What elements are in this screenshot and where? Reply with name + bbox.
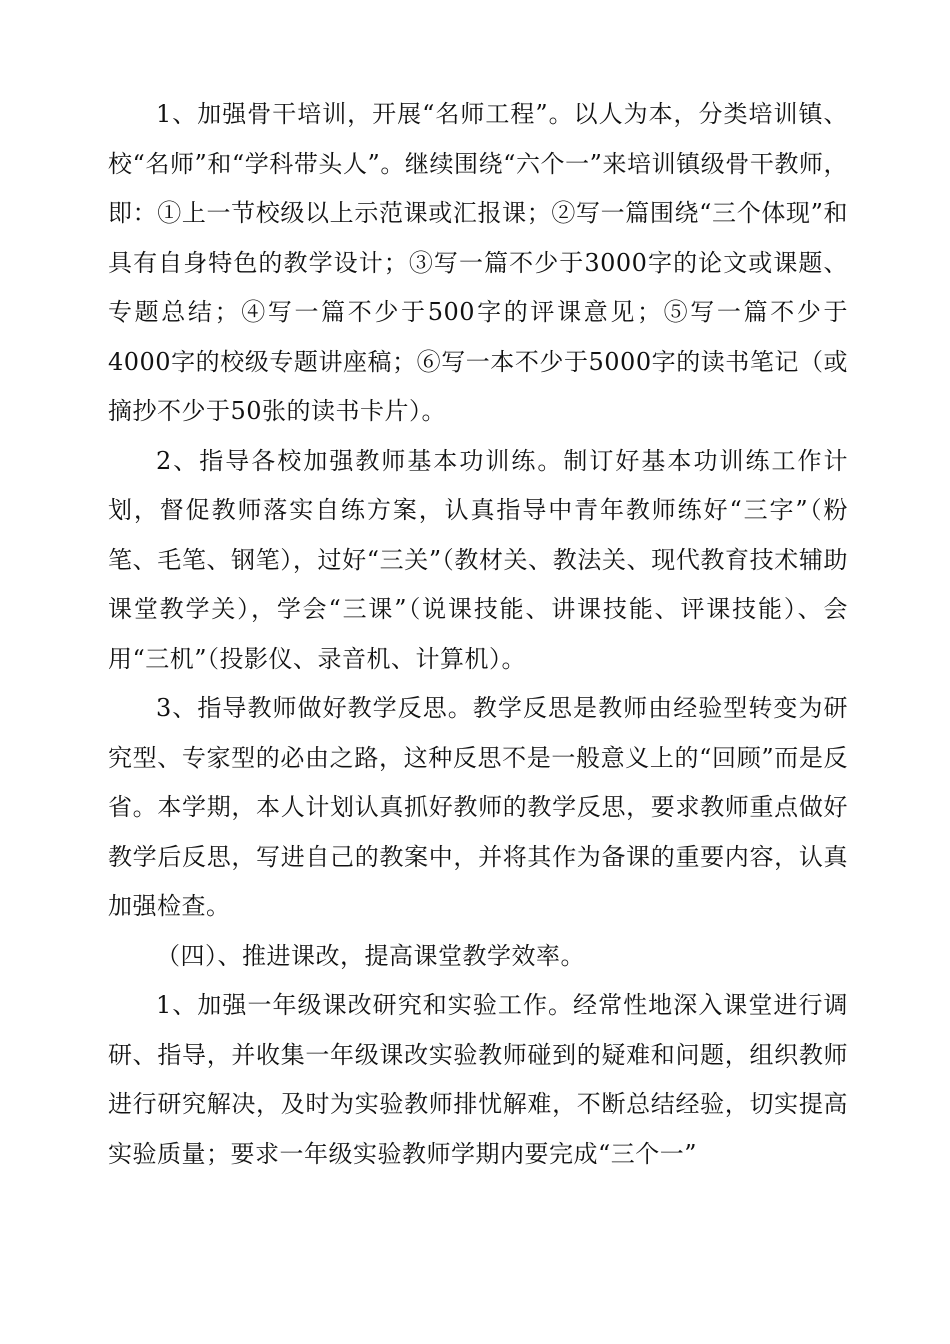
paragraph-teaching-reflection: 3、指导教师做好教学反思。教学反思是教师由经验型转变为研究型、专家型的必由之路，这种反思不是一般意义上的“回顾”而是反省。本学期，本人计划认真抓好教师的教学反思，要求教师重点做好教学后反思，写进自己的教案中，并将其作为备课的重要内容，认真加强检查。 [108, 694, 848, 920]
paragraph-backbone-training: 1、加强骨干培训，开展“名师工程”。以人为本，分类培训镇、校“名师”和“学科带头人”。继续围绕“六个一”来培训镇级骨干教师，即：①上一节校级以上示范课或汇报课；②写一篇围绕“三个体现”和具有自身特色的教学设计；③写一篇不少于3000字的论文或课题、专题总结；④写一篇不少于500字的评课意见；⑤写一篇不少于4000字的校级专题讲座稿；⑥写一本不少于5000字的读书笔记（或摘抄不少于50张的读书卡片）。 [108, 100, 848, 425]
section-heading-curriculum-reform: （四）、推进课改，提高课堂教学效率。 [156, 941, 585, 970]
paragraph-basic-skills-training: 2、指导各校加强教师基本功训练。制订好基本功训练工作计划，督促教师落实自练方案，认真指导中青年教师练好“三字”（粉笔、毛笔、钢笔），过好“三关”（教材关、教法关、现代教育技术辅助课堂教学关），学会“三课”（说课技能、讲课技能、评课技能）、会用“三机”（投影仪、录音机、计算机）。 [108, 446, 848, 673]
document-page [108, 90, 848, 1179]
paragraph-grade-one-reform: 1、加强一年级课改研究和实验工作。经常性地深入课堂进行调研、指导，并收集一年级课改实验教师碰到的疑难和问题，组织教师进行研究解决，及时为实验教师排忧解难，不断总结经验，切实提高实验质量；要求一年级实验教师学期内要完成“三个一” [108, 991, 848, 1168]
